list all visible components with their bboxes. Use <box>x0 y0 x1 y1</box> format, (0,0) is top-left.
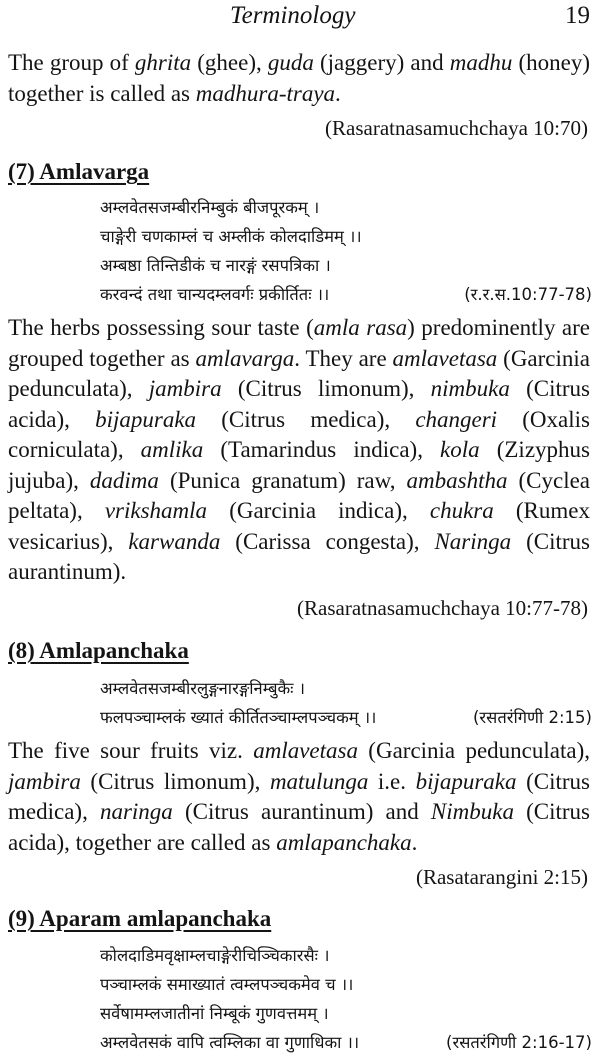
verse-block-aparam-amlapanchaka <box>100 941 592 1057</box>
italic-term: bijapuraka <box>95 406 197 432</box>
running-header-title: Terminology <box>230 2 356 29</box>
page-number: 19 <box>565 2 590 29</box>
verse-text: सर्वेषामम्लजातीनां निम्बूकं गुणवत्तमम् । <box>100 1004 329 1023</box>
section-heading-aparam-amlapanchaka: (9) Aparam amlapanchaka <box>8 906 272 931</box>
intro-paragraph: The group of ghrita (ghee), guda (jaggery) and madhu (honey) together is called as madhura-traya. <box>8 50 590 106</box>
italic-term: Nimbuka <box>430 799 514 824</box>
verse-reference: (रसतरंगिणी 2:16-17) <box>446 1033 592 1052</box>
verse-line <box>100 703 592 732</box>
verse-text: अम्लवेतसकं वापि त्वम्लिका वा गुणाधिका ।। <box>100 1033 360 1052</box>
italic-term: madhu <box>449 50 513 75</box>
italic-term: bijapuraka <box>415 768 517 794</box>
verse-reference: (र.र.स.10:77-78) <box>464 285 592 304</box>
italic-term: karwanda <box>128 528 221 554</box>
verse-line <box>100 674 592 703</box>
verse-text: करवन्दं तथा चान्यदम्लवर्गः प्रकीर्तितः ।। <box>100 285 330 304</box>
citation-amlavarga: (Rasaratnasamuchchaya 10:77-78) <box>297 596 588 620</box>
body-paragraph-amlavarga: The herbs possessing sour taste (amla rasa) predominently are grouped together as amlavarga. They are amlavetasa (Garcinia pedunculata), jambira (Citrus limonum), nimbuka (Citrus acida), bijapuraka (Citrus medica), changeri (Oxalis corniculata), amlika (Tamarindus indica), kola (Zizyphus jujuba), dadima (Punica granatum) raw, ambashtha (Cyclea peltata), vrikshamla (Garcinia indica), chukra (Rumex vesicarius), karwanda (Carissa congesta), Naringa (Citrus aurantinum). <box>8 315 591 584</box>
italic-term: madhura-traya <box>195 80 336 106</box>
italic-term: amlavetasa <box>253 738 358 763</box>
verse-text: अम्लवेतसजम्बीरलुङ्गनारङ्गनिम्बुकैः । <box>100 679 305 698</box>
intro-citation: (Rasaratnasamuchchaya 10:70) <box>325 116 588 140</box>
verse-text: पञ्चाम्लकं समाख्यातं त्वम्लपञ्चकमेव च ।। <box>100 975 354 994</box>
verse-text: अम्लवेतसजम्बीरनिम्बुकं बीजपूरकम् । <box>100 198 320 217</box>
verse-reference: (रसतरंगिणी 2:15) <box>473 708 592 727</box>
verse-text: फलपञ्चाम्लकं ख्यातं कीर्तितञ्चाम्लपञ्चकम् ।। <box>100 708 377 727</box>
body-paragraph-amlapanchaka: The five sour fruits viz. amlavetasa (Garcinia pedunculata), jambira (Citrus limonum), matulunga i.e. bijapuraka (Citrus medica), naringa (Citrus aurantinum) and Nimbuka (Citrus acida), together are called as amlapanchaka. <box>8 738 590 855</box>
italic-term: jambira <box>8 768 81 794</box>
verse-text: कोलदाडिमवृक्षाम्लचाङ्गेरीचिञ्चिकारसैः । <box>100 946 330 965</box>
italic-term: Naringa <box>434 528 512 554</box>
verse-line <box>100 251 592 280</box>
italic-term: nimbuka <box>430 376 510 401</box>
italic-term: vrikshamla <box>104 498 208 523</box>
italic-term: dadima <box>89 467 159 493</box>
italic-term: amla rasa <box>313 315 408 340</box>
verse-line <box>100 193 592 222</box>
italic-term: ambashtha <box>406 467 508 493</box>
italic-term: amlavarga <box>195 345 295 371</box>
italic-term: amlika <box>140 437 204 462</box>
italic-term: changeri <box>415 406 498 432</box>
verse-line <box>100 999 592 1028</box>
italic-term: matulunga <box>269 768 369 794</box>
verse-block-amlapanchaka <box>100 674 592 732</box>
verse-line <box>100 280 592 309</box>
verse-block-amlavarga <box>100 193 592 309</box>
italic-term: guda <box>267 50 314 75</box>
verse-line <box>100 970 592 999</box>
verse-text: अम्बष्ठा तिन्तिडीकं च नारङ्गं रसपत्रिका । <box>100 256 331 275</box>
verse-line <box>100 941 592 970</box>
italic-term: ghrita <box>134 50 192 75</box>
italic-term: amlavetasa <box>392 345 498 371</box>
italic-term: chukra <box>429 498 494 523</box>
italic-term: jambira <box>148 376 222 401</box>
verse-line <box>100 1028 592 1057</box>
section-heading-amlapanchaka: (8) Amlapanchaka <box>8 638 189 663</box>
citation-amlapanchaka: (Rasatarangini 2:15) <box>415 865 588 889</box>
italic-term: naringa <box>99 799 173 824</box>
verse-text: चाङ्गेरी चणकाम्लं च अम्लीकं कोलदाडिमम् ।। <box>100 227 362 246</box>
italic-term: amlapanchaka <box>276 829 412 855</box>
italic-term: kola <box>440 437 480 462</box>
section-heading-amlavarga: (7) Amlavarga <box>8 159 150 184</box>
verse-line <box>100 222 592 251</box>
